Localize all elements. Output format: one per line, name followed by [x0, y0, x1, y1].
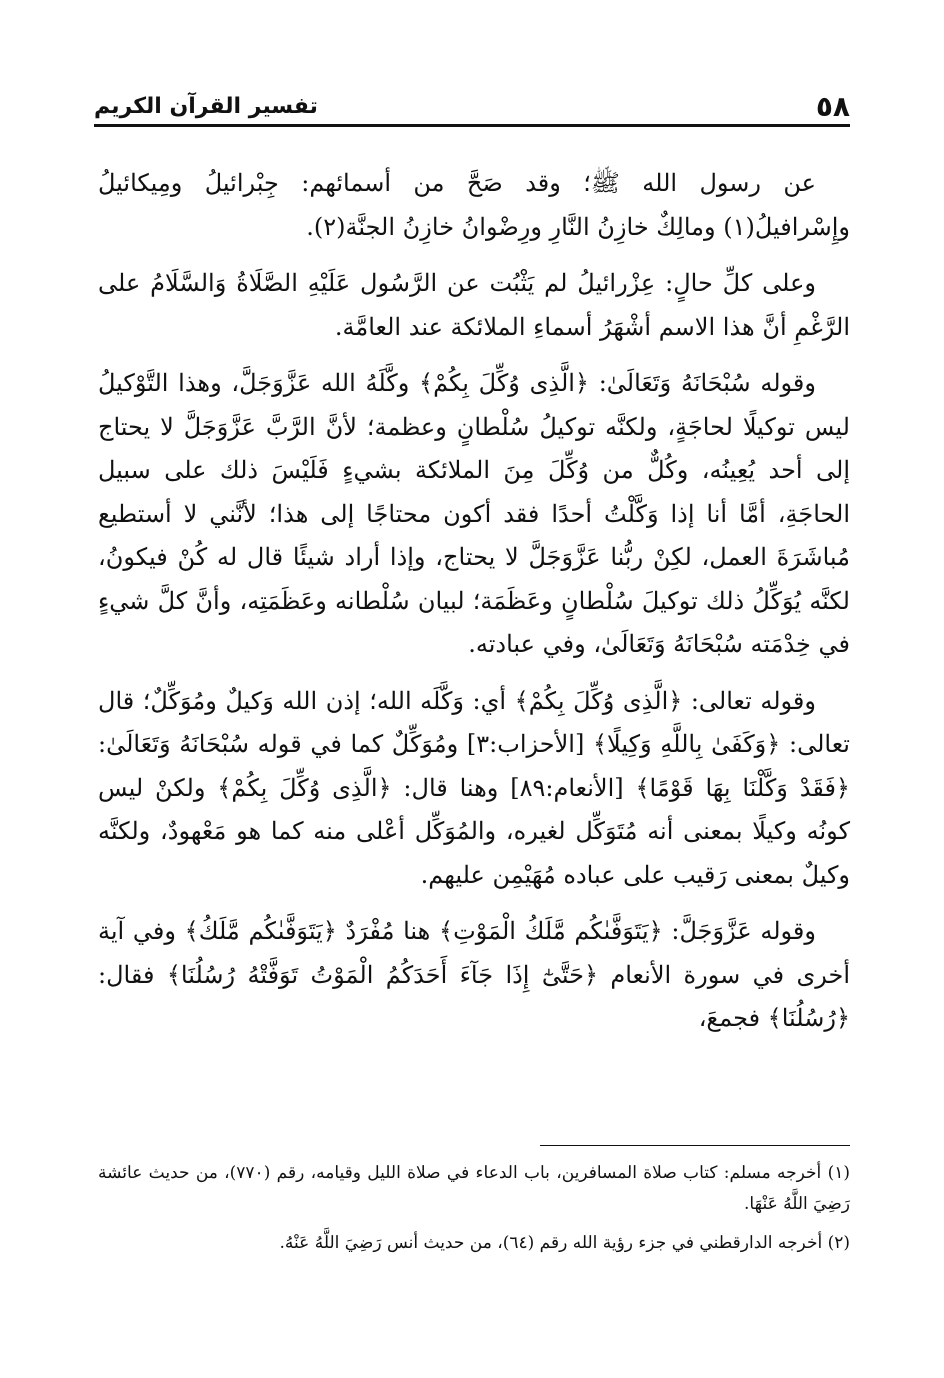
paragraph: وقوله عَزَّوَجَلَّ: ﴿يَتَوَفَّىٰكُم مَّلَكُ الْمَوْتِ﴾ هنا مُفْرَدٌ ﴿يَتَوَفَّىٰكُم مَّلَكُ﴾ وفي آية أخرى في سورة الأنعام ﴿حَتَّىٰٓ إِذَا جَآءَ أَحَدَكُمُ الْمَوْتُ تَوَفَّتْهُ رُسُلُنَا﴾ فقال: ﴿رُسُلُنَا﴾ فجمعَ، — [98, 917, 851, 1032]
paragraph: وقوله سُبْحَانَهُ وَتَعَالَىٰ: ﴿الَّذِى وُكِّلَ بِكُمْ﴾ وكَّلَهُ الله عَزَّوَجَلَّ، وهذا التَّوْكيلُ ليس توكيلًا لحاجَةٍ، ولكنَّه توكيلُ سُلْطانٍ وعظمة؛ لأنَّ الرَّبَّ عَزَّوَجَلَّ لا يحتاج إلى أحد يُعِينُه، وكُلٌّ من وُكِّلَ مِنَ الملائكة بشيءٍ فَلَيْسَ ذلك على سبيل الحاجَةِ، أمَّا أنا إذا وَكَّلْتُ أحدًا فقد أكون محتاجًا إلى هذا؛ لأنَّني لا أستطيع مُباشَرَةَ العمل، لكِنْ ربُّنا عَزَّوَجَلَّ لا يحتاج، وإذا أراد شيئًا قال له كُنْ فيكونُ، لكنَّه يُوَكِّلُ ذلك توكيلَ سُلْطانٍ وعَظَمَة؛ لبيان سُلْطانه وعَظَمَتِه، وأنَّ كلَّ شيءٍ في خِدْمَته سُبْحَانَهُ وَتَعَالَىٰ، وفي عبادته. — [98, 369, 851, 658]
footnotes — [98, 1158, 850, 1267]
running-title: تفسير القرآن الكريم — [94, 93, 318, 119]
header-rule — [94, 124, 850, 127]
paragraph: وقوله تعالى: ﴿الَّذِى وُكِّلَ بِكُمْ﴾ أي: وَكَّلَه الله؛ إذن الله وَكيلٌ ومُوَكِّلٌ؛ قال تعالى: ﴿وَكَفَىٰ بِاللَّهِ وَكِيلًا﴾ [الأحزاب:٣] ومُوَكِّلٌ كما في قوله سُبْحَانَهُ وَتَعَالَىٰ: ﴿فَقَدْ وَكَّلْنَا بِهَا قَوْمًا﴾ [الأنعام:٨٩] وهنا قال: ﴿الَّذِى وُكِّلَ بِكُمْ﴾ ولكنْ ليس كونُه وكيلًا بمعنى أنه مُتَوَكِّل لغيره، والمُوَكِّل أعْلى منه كما هو مَعْهودٌ، ولكنَّه وكيلٌ بمعنى رَقيب على عباده مُهَيْمِن عليهم. — [98, 686, 850, 889]
paragraph: وعلى كلِّ حالٍ: عِزْرائيلُ لم يَثْبُت عن الرَّسُول عَلَيْهِ الصَّلَاةُ وَالسَّلَامُ على الرَّغْمِ أنَّ هذا الاسم أشْهَرُ أسماءِ الملائكة عند العامَّة. — [98, 269, 850, 341]
footnote: (٢) أخرجه الدارقطني في جزء رؤية الله رقم (٦٤)، من حديث أنس رَضِيَ اللَّهُ عَنْهُ. — [279, 1233, 850, 1253]
paragraph: عن رسول الله ﷺ؛ وقد صَحَّ من أسمائهم: جِبْرائيلُ ومِيكائيلُ وإِسْرافيلُ(١) ومالِكٌ خازِنُ النَّارِ ورِضْوانُ خازِنُ الجنَّة(٢). — [98, 169, 850, 241]
page-number: ٥٨ — [815, 89, 850, 123]
footnote: (١) أخرجه مسلم: كتاب صلاة المسافرين، باب الدعاء في صلاة الليل وقيامه، رقم (٧٧٠)، من حديث عائشة رَضِيَ اللَّهُ عَنْهَا. — [98, 1163, 850, 1214]
page-header — [94, 88, 850, 124]
body-text — [98, 162, 850, 1054]
footnote-rule — [540, 1145, 850, 1146]
